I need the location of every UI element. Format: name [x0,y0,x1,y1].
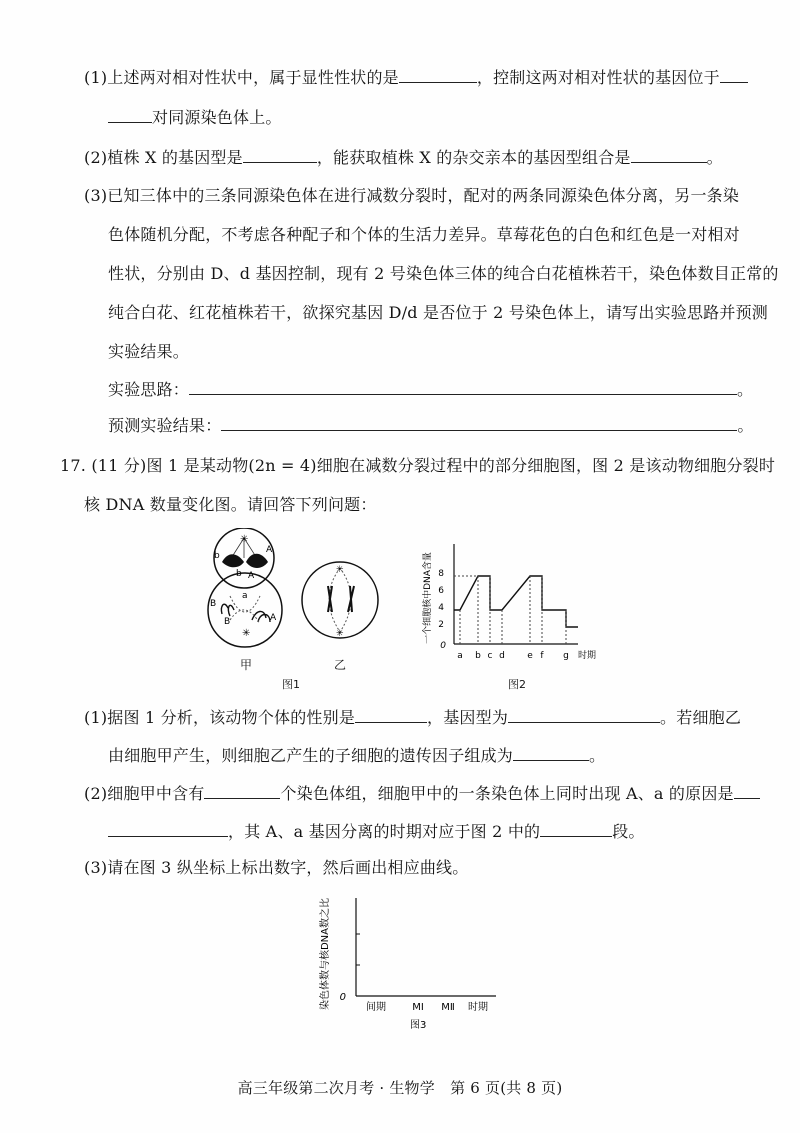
y-axis-label: 一个细胞核中DNA含量 [423,552,433,644]
q16-part1-line1: (1)上述两对相对性状中，属于显性性状的是 ，控制这两对相对性状的基因位于 [84,66,748,88]
answer-blank[interactable] [108,106,152,123]
predicted-result-blank[interactable] [221,414,737,431]
y-tick-label: 4 [438,603,444,613]
svg-text:✳: ✳ [242,628,251,639]
y-tick-label: 6 [438,586,444,596]
cell-yi-label: 乙 [334,658,347,672]
svg-text:✳: ✳ [336,629,344,639]
q16-part3-line2: 色体随机分配，不考虑各种配子和个体的生活力差异。草莓花色的白色和红色是一对相对 [108,225,740,244]
x-tick-label: f [540,651,544,661]
q17-header-line2: 核 DNA 数量变化图。请回答下列问题： [84,495,377,514]
svg-text:✳: ✳ [336,565,344,575]
gene-label: b [214,551,220,561]
gene-label: b [236,569,242,579]
x-tick-label: b [475,651,481,661]
predicted-result-row: 预测实验结果： 。 [108,416,754,435]
answer-blank[interactable] [720,66,748,83]
x-tick-label: MⅡ [441,1002,455,1013]
q16-part1-line2: 对同源染色体上。 [108,106,282,128]
experiment-idea-blank[interactable] [189,378,737,395]
answer-blank[interactable] [355,706,427,723]
y-tick-label: 8 [438,569,444,579]
answer-blank[interactable] [631,146,707,163]
figure-1-cells [200,528,390,658]
origin-label: 0 [440,641,446,651]
figure-2-caption: 图2 [508,678,526,691]
experiment-idea-row: 实验思路： 。 [108,380,754,399]
x-tick-label: 间期 [366,1002,386,1013]
q16-part3-line1: (3)已知三体中的三条同源染色体在进行减数分裂时，配对的两条同源染色体分离，另一条染 [84,186,740,205]
page-footer: 高三年级第二次月考 · 生物学 第 6 页(共 8 页) [237,1079,563,1097]
gene-label: A [266,545,273,555]
svg-text:✳: ✳ [240,534,249,545]
figure-2-dna-chart [418,532,608,670]
q16-part3-line3: 性状，分别由 D、d 基因控制，现有 2 号染色体三体的纯合白花植株若干，染色体数目正常的 [108,264,779,283]
x-tick-label: g [563,651,569,661]
answer-blank[interactable] [540,820,612,837]
origin-label: 0 [339,992,346,1003]
q16-part3-line4: 纯合白花、红花植株若干，欲探究基因 D/d 是否位于 2 号染色体上，请写出实验思路并预测 [108,303,768,322]
x-tick-label: e [527,651,533,661]
x-axis-label: 时期 [468,1002,488,1013]
cell-yi [302,562,378,639]
figure-1-caption: 图1 [282,678,300,691]
answer-blank[interactable] [734,782,760,799]
x-tick-label: a [457,651,463,661]
y-tick-label: 2 [438,620,444,630]
q16-part3-line5: 实验结果。 [108,342,190,361]
gene-label: B [210,599,217,609]
answer-blank[interactable] [204,782,280,799]
answer-blank[interactable] [508,706,660,723]
x-tick-label: d [499,651,505,661]
x-axis-label: 时期 [578,651,597,661]
q17-part2-line2: ，其 A、a 基因分离的时期对应于图 2 中的 段。 [108,820,645,842]
answer-blank[interactable] [108,820,228,837]
gene-label: B [224,617,231,627]
figure-3-blank-chart [312,888,522,1038]
cell-jia-label: 甲 [240,658,253,672]
q16-part2: (2)植株 X 的基因型是 ，能获取植株 X 的杂交亲本的基因型组合是 。 [84,148,723,167]
y-axis-label: 染色体数与核DNA数之比 [320,897,331,1011]
dna-content-series-line [454,576,578,627]
answer-blank[interactable] [243,146,317,163]
q17-part3: (3)请在图 3 纵坐标上标出数字，然后画出相应曲线。 [84,858,469,877]
answer-blank[interactable] [399,66,477,83]
q17-part1-line2: 由细胞甲产生，则细胞乙产生的子细胞的遗传因子组成为 。 [108,746,606,765]
answer-blank[interactable] [513,744,589,761]
x-tick-label: c [487,651,493,661]
q17-part1-line1: (1)据图 1 分析，该动物个体的性别是 ，基因型为 。若细胞乙 [84,708,742,727]
x-tick-label: MⅠ [412,1002,424,1013]
gene-label: A [248,571,255,581]
figure-3-caption: 图3 [410,1020,427,1031]
gene-label: A [270,613,277,623]
gene-label: a [242,591,248,601]
q17-header-line1: 17. (11 分)图 1 是某动物(2n = 4)细胞在减数分裂过程中的部分细胞图，图 2 是该动物细胞分裂时 [60,456,776,475]
q17-part2-line1: (2)细胞甲中含有 个染色体组，细胞甲中的一条染色体上同时出现 A、a 的原因是 [84,782,760,804]
